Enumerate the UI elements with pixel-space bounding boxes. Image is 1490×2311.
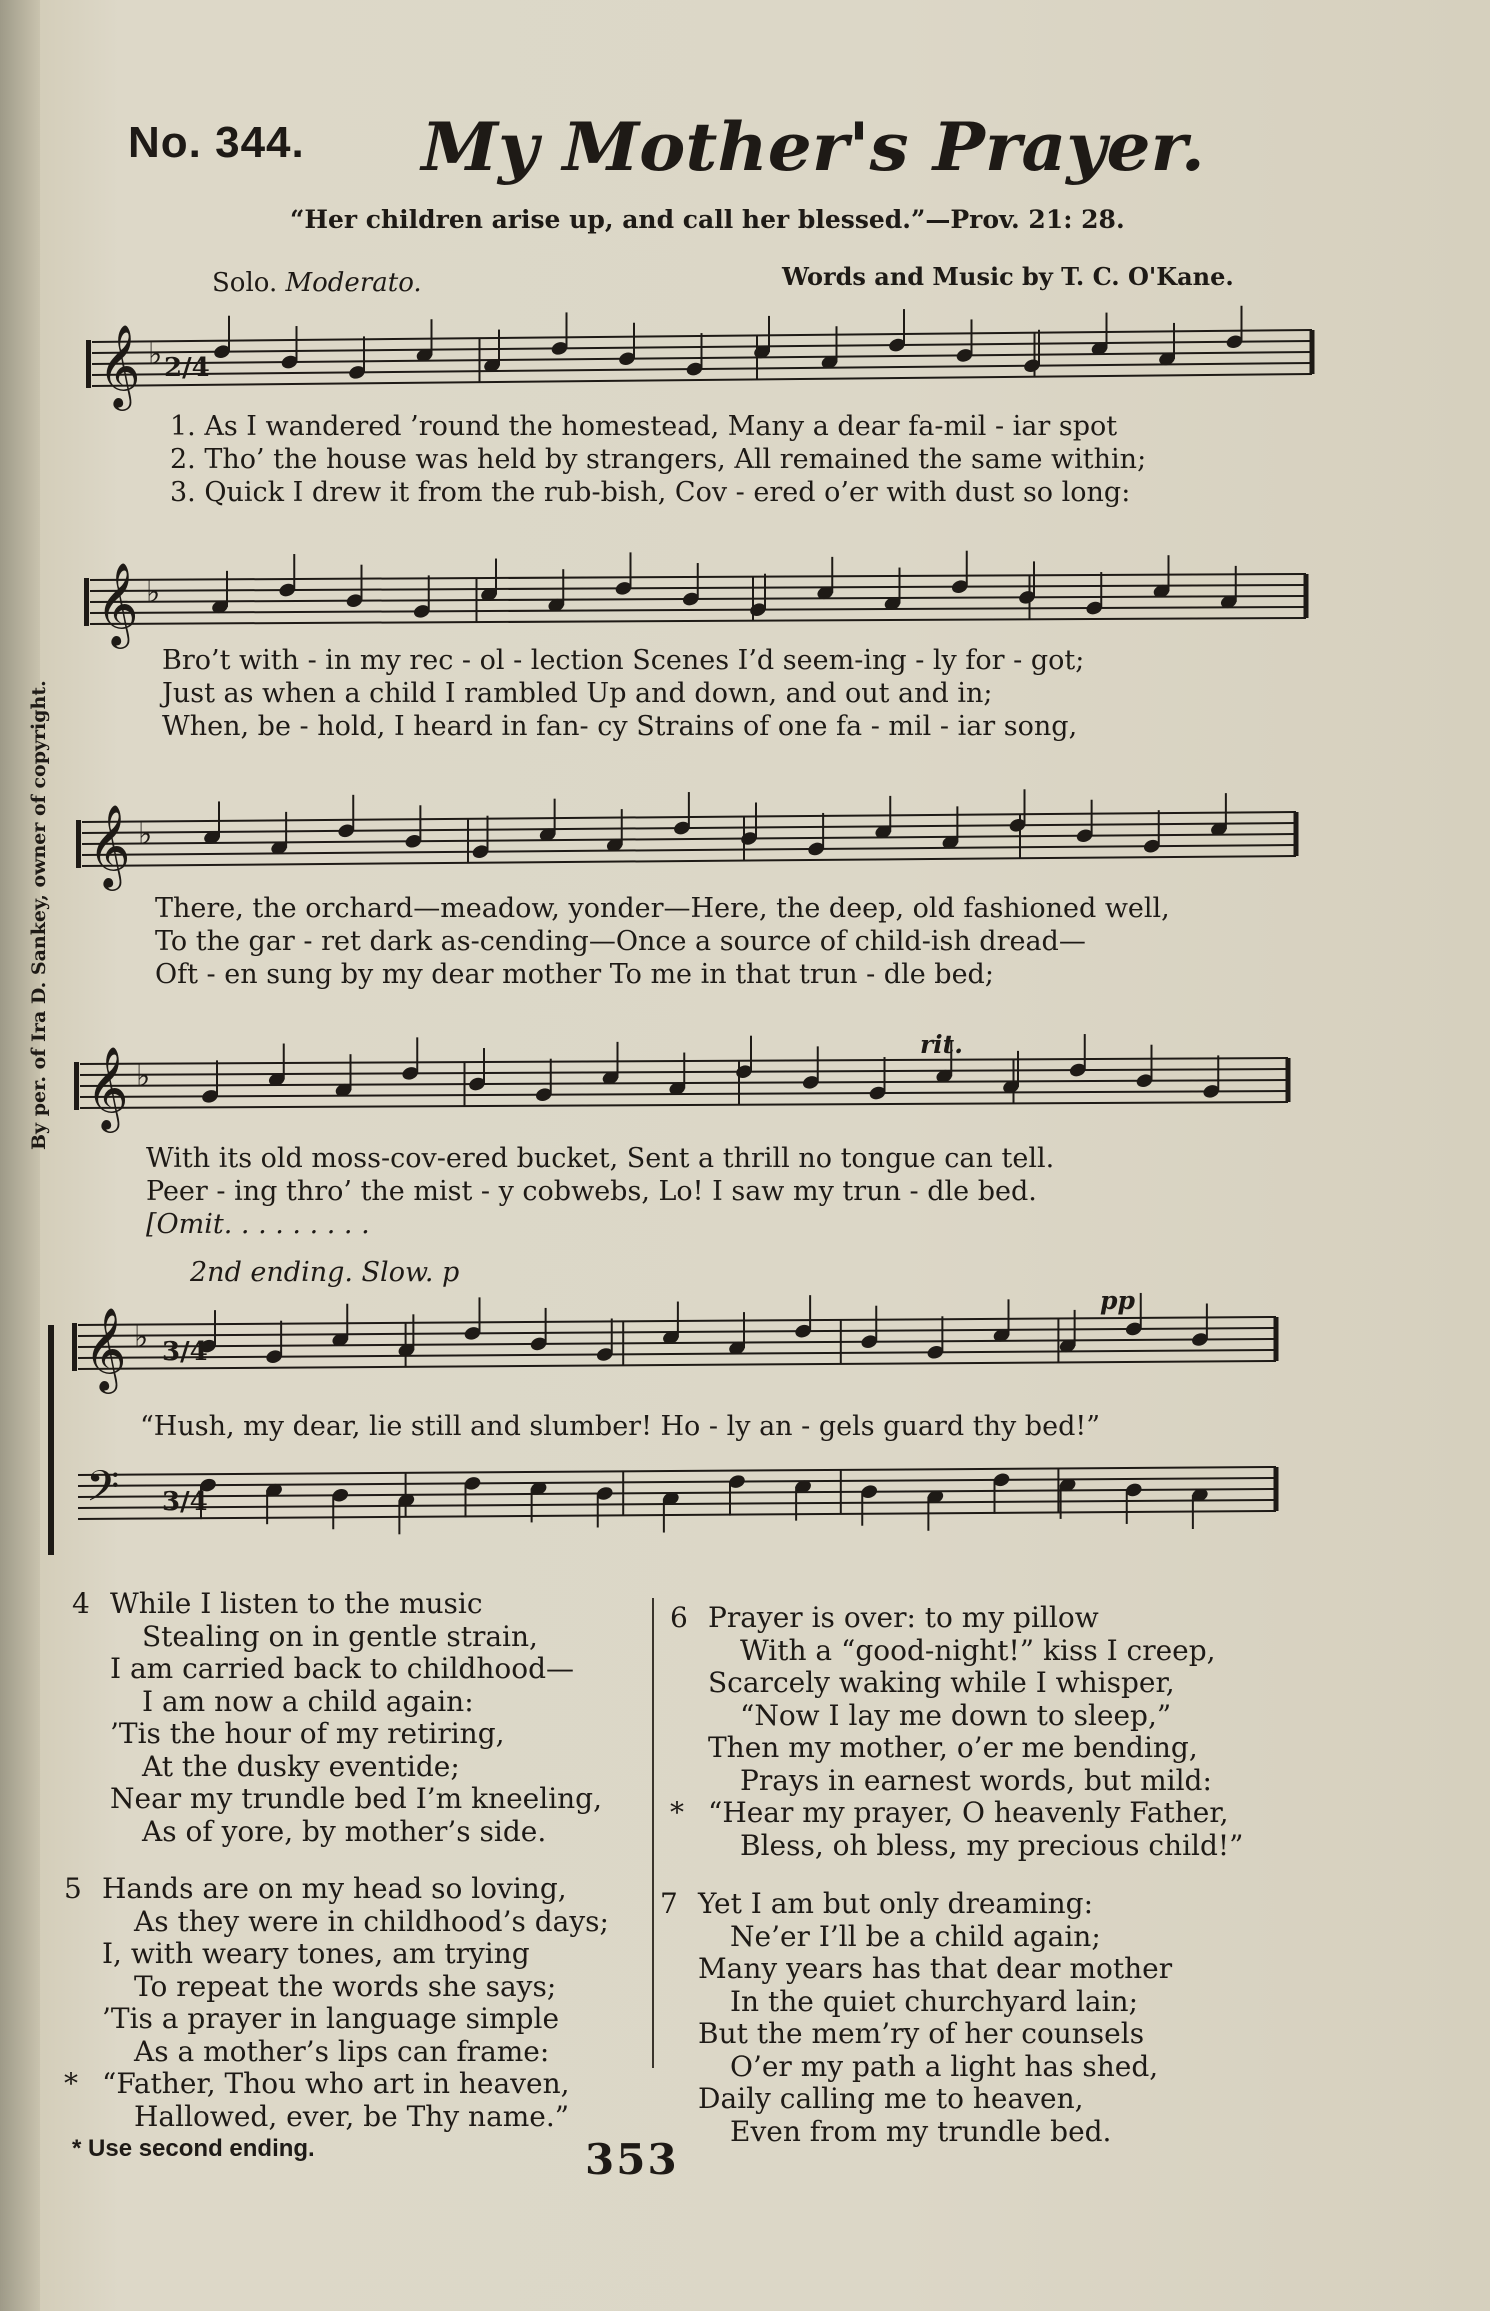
stanza-line: Even from my trundle bed. (730, 2114, 1112, 2148)
stanza-line: Near my trundle bed I’m kneeling, (110, 1782, 603, 1815)
stanza-line: “Now I lay me down to sleep,” (740, 1698, 1172, 1732)
moderato-label: Moderato. (285, 268, 422, 298)
staff-line (78, 1361, 1276, 1369)
stanza-line: ’Tis a prayer in language simple (102, 2002, 560, 2035)
page-number: 353 (585, 2135, 679, 2184)
staff-line (90, 607, 1306, 613)
stanza-line: Yet I am but only dreaming: (698, 1887, 1094, 1920)
lyrics-system-2-verse-2: Just as when a child I rambled Up and down, and out and in; (162, 678, 993, 709)
stanza-4 (72, 1587, 603, 1848)
stanza-line: ’Tis the hour of my retiring, (110, 1717, 505, 1750)
stanza-line: I am now a child again: (142, 1684, 474, 1718)
stanza-line: In the quiet churchyard lain; (730, 1984, 1139, 2018)
treble-clef-icon: 𝄞 (84, 1306, 127, 1390)
treble-clef-icon: 𝄞 (86, 1045, 129, 1129)
footnote: * Use second ending. (72, 2135, 315, 2162)
staff-line (92, 374, 1312, 386)
flat-icon: ♭ (146, 575, 161, 610)
flat-icon: ♭ (148, 337, 163, 372)
stanza-line: O’er my path a light has shed, (730, 2049, 1159, 2083)
lyrics-system-4-verse-1: With its old moss-cov-ered bucket, Sent a thrill no tongue can tell. (146, 1143, 1055, 1174)
stanza-number: 4 (72, 1587, 90, 1620)
lyrics-system-1-verse-3: 3. Quick I drew it from the rub-bish, Cov - ered o’er with dust so long: (170, 477, 1131, 508)
system-bracket (86, 340, 91, 388)
stanza-line: As they were in childhood’s days; (134, 1904, 609, 1938)
time-signature-2-4: 2/4 (164, 353, 210, 383)
stanza-line: I, with weary tones, am trying (102, 1937, 530, 1970)
stanza-line: Many years has that dear mother (698, 1952, 1173, 1985)
stanza-number: 7 (660, 1887, 678, 1920)
system-bracket (76, 820, 81, 868)
stanza-line: Bless, oh bless, my precious child!” (740, 1828, 1244, 1862)
lyrics-system-4-verse-3: [Omit. . . . . . . . . (146, 1209, 370, 1240)
author-credit: Words and Music by T. C. O'Kane. (782, 262, 1234, 291)
lyrics-system-4-verse-2: Peer - ing thro’ the mist - y cobwebs, Lo! I saw my trun - dle bed. (146, 1176, 1037, 1207)
bass-staff-line (78, 1467, 1276, 1475)
stanza-number: 6 (670, 1601, 688, 1634)
scripture-epigraph: “Her children arise up, and call her blessed.”—Prov. 21: 28. (290, 205, 1125, 234)
bass-staff-line (78, 1511, 1276, 1519)
hymn-title: My Mother's Prayer. (421, 108, 1205, 186)
stanza-line: At the dusky eventide; (142, 1749, 460, 1783)
stanza-6 (670, 1601, 1244, 1862)
stanza-line: Then my mother, o’er me bending, (708, 1731, 1198, 1764)
staff-line (90, 618, 1306, 624)
footnote-asterisk: * (64, 2067, 78, 2100)
stanza-line: Scarcely waking while I whisper, (708, 1666, 1175, 1699)
staff-line (78, 1350, 1276, 1358)
lyrics-system-1-verse-2: 2. Tho’ the house was held by strangers, All remained the same within; (170, 444, 1147, 475)
staff-line (82, 834, 1296, 844)
copyright-notice: By per. of Ira D. Sankey, owner of copyright. (28, 680, 50, 1150)
stanza-line: I am carried back to childhood— (110, 1652, 574, 1685)
lyrics-system-2-verse-3: When, be - hold, I heard in fan- cy Strains of one fa - mil - iar song, (162, 711, 1078, 742)
bass-time-signature-3-4: 3/4 (162, 1487, 208, 1517)
staff-line (80, 1102, 1288, 1108)
lyrics-system-5: “Hush, my dear, lie still and slumber! Ho - ly an - gels guard thy bed!” (140, 1411, 1101, 1442)
solo-label: Solo. (212, 268, 278, 298)
bass-clef-icon: 𝄢 (86, 1462, 120, 1522)
stanza-7 (660, 1887, 1173, 2148)
stanza-number: 5 (64, 1872, 82, 1905)
footnote-asterisk: * (670, 1796, 684, 1829)
grand-staff-brace (48, 1325, 54, 1555)
system-bracket (84, 578, 89, 626)
stanza-line: With a “good-night!” kiss I creep, (740, 1633, 1216, 1667)
second-ending-label: 2nd ending. Slow. p (190, 1257, 460, 1288)
lyrics-system-3-verse-3: Oft - en sung by my dear mother To me in that trun - dle bed; (155, 959, 994, 990)
treble-clef-icon: 𝄞 (88, 803, 131, 887)
stanza-line: Prayer is over: to my pillow (708, 1601, 1099, 1634)
treble-clef-icon: 𝄞 (96, 561, 139, 645)
flat-icon: ♭ (134, 1320, 149, 1355)
staff-line (82, 856, 1296, 866)
treble-clef-icon: 𝄞 (98, 323, 141, 407)
ritardando-marking: rit. (920, 1030, 963, 1059)
time-signature-3-4: 3/4 (162, 1337, 208, 1367)
bass-staff-line (78, 1478, 1276, 1486)
staff-line (80, 1091, 1288, 1097)
system-bracket (72, 1323, 77, 1371)
flat-icon: ♭ (136, 1059, 151, 1094)
flat-icon: ♭ (138, 817, 153, 852)
stanza-line: Prays in earnest words, but mild: (740, 1763, 1212, 1797)
system-bracket (74, 1062, 79, 1110)
stanza-line: “Father, Thou who art in heaven, (102, 2067, 570, 2100)
stanza-line: To repeat the words she says; (134, 1969, 557, 2003)
lyrics-system-3-verse-2: To the gar - ret dark as-cending—Once a source of child-ish dread— (155, 926, 1086, 957)
stanza-line: Hallowed, ever, be Thy name.” (134, 2099, 570, 2133)
stanza-line: Hands are on my head so loving, (102, 1872, 567, 1905)
stanza-line: Ne’er I’ll be a child again; (730, 1919, 1101, 1953)
lyrics-system-1-verse-1: 1. As I wandered ’round the homestead, Many a dear fa-mil - iar spot (170, 411, 1118, 442)
stanza-line: But the mem’ry of her counsels (698, 2017, 1145, 2050)
pianissimo-marking: pp (1100, 1286, 1135, 1315)
stanza-5 (64, 1872, 609, 2133)
lyrics-system-2-verse-1: Bro’t with - in my rec - ol - lection Scenes I’d seem-ing - ly for - got; (162, 645, 1085, 676)
stanza-line: Stealing on in gentle strain, (142, 1619, 538, 1653)
stanza-line: As a mother’s lips can frame: (134, 2034, 550, 2068)
stanza-line: Daily calling me to heaven, (698, 2082, 1084, 2115)
column-divider (652, 1598, 654, 2068)
stanza-line: As of yore, by mother’s side. (142, 1814, 547, 1848)
staff-line (82, 845, 1296, 855)
stanza-line: “Hear my prayer, O heavenly Father, (708, 1796, 1229, 1829)
stanza-line: While I listen to the music (110, 1587, 483, 1620)
hymn-number: No. 344. (128, 118, 305, 167)
lyrics-system-3-verse-1: There, the orchard—meadow, yonder—Here, the deep, old fashioned well, (155, 893, 1170, 924)
